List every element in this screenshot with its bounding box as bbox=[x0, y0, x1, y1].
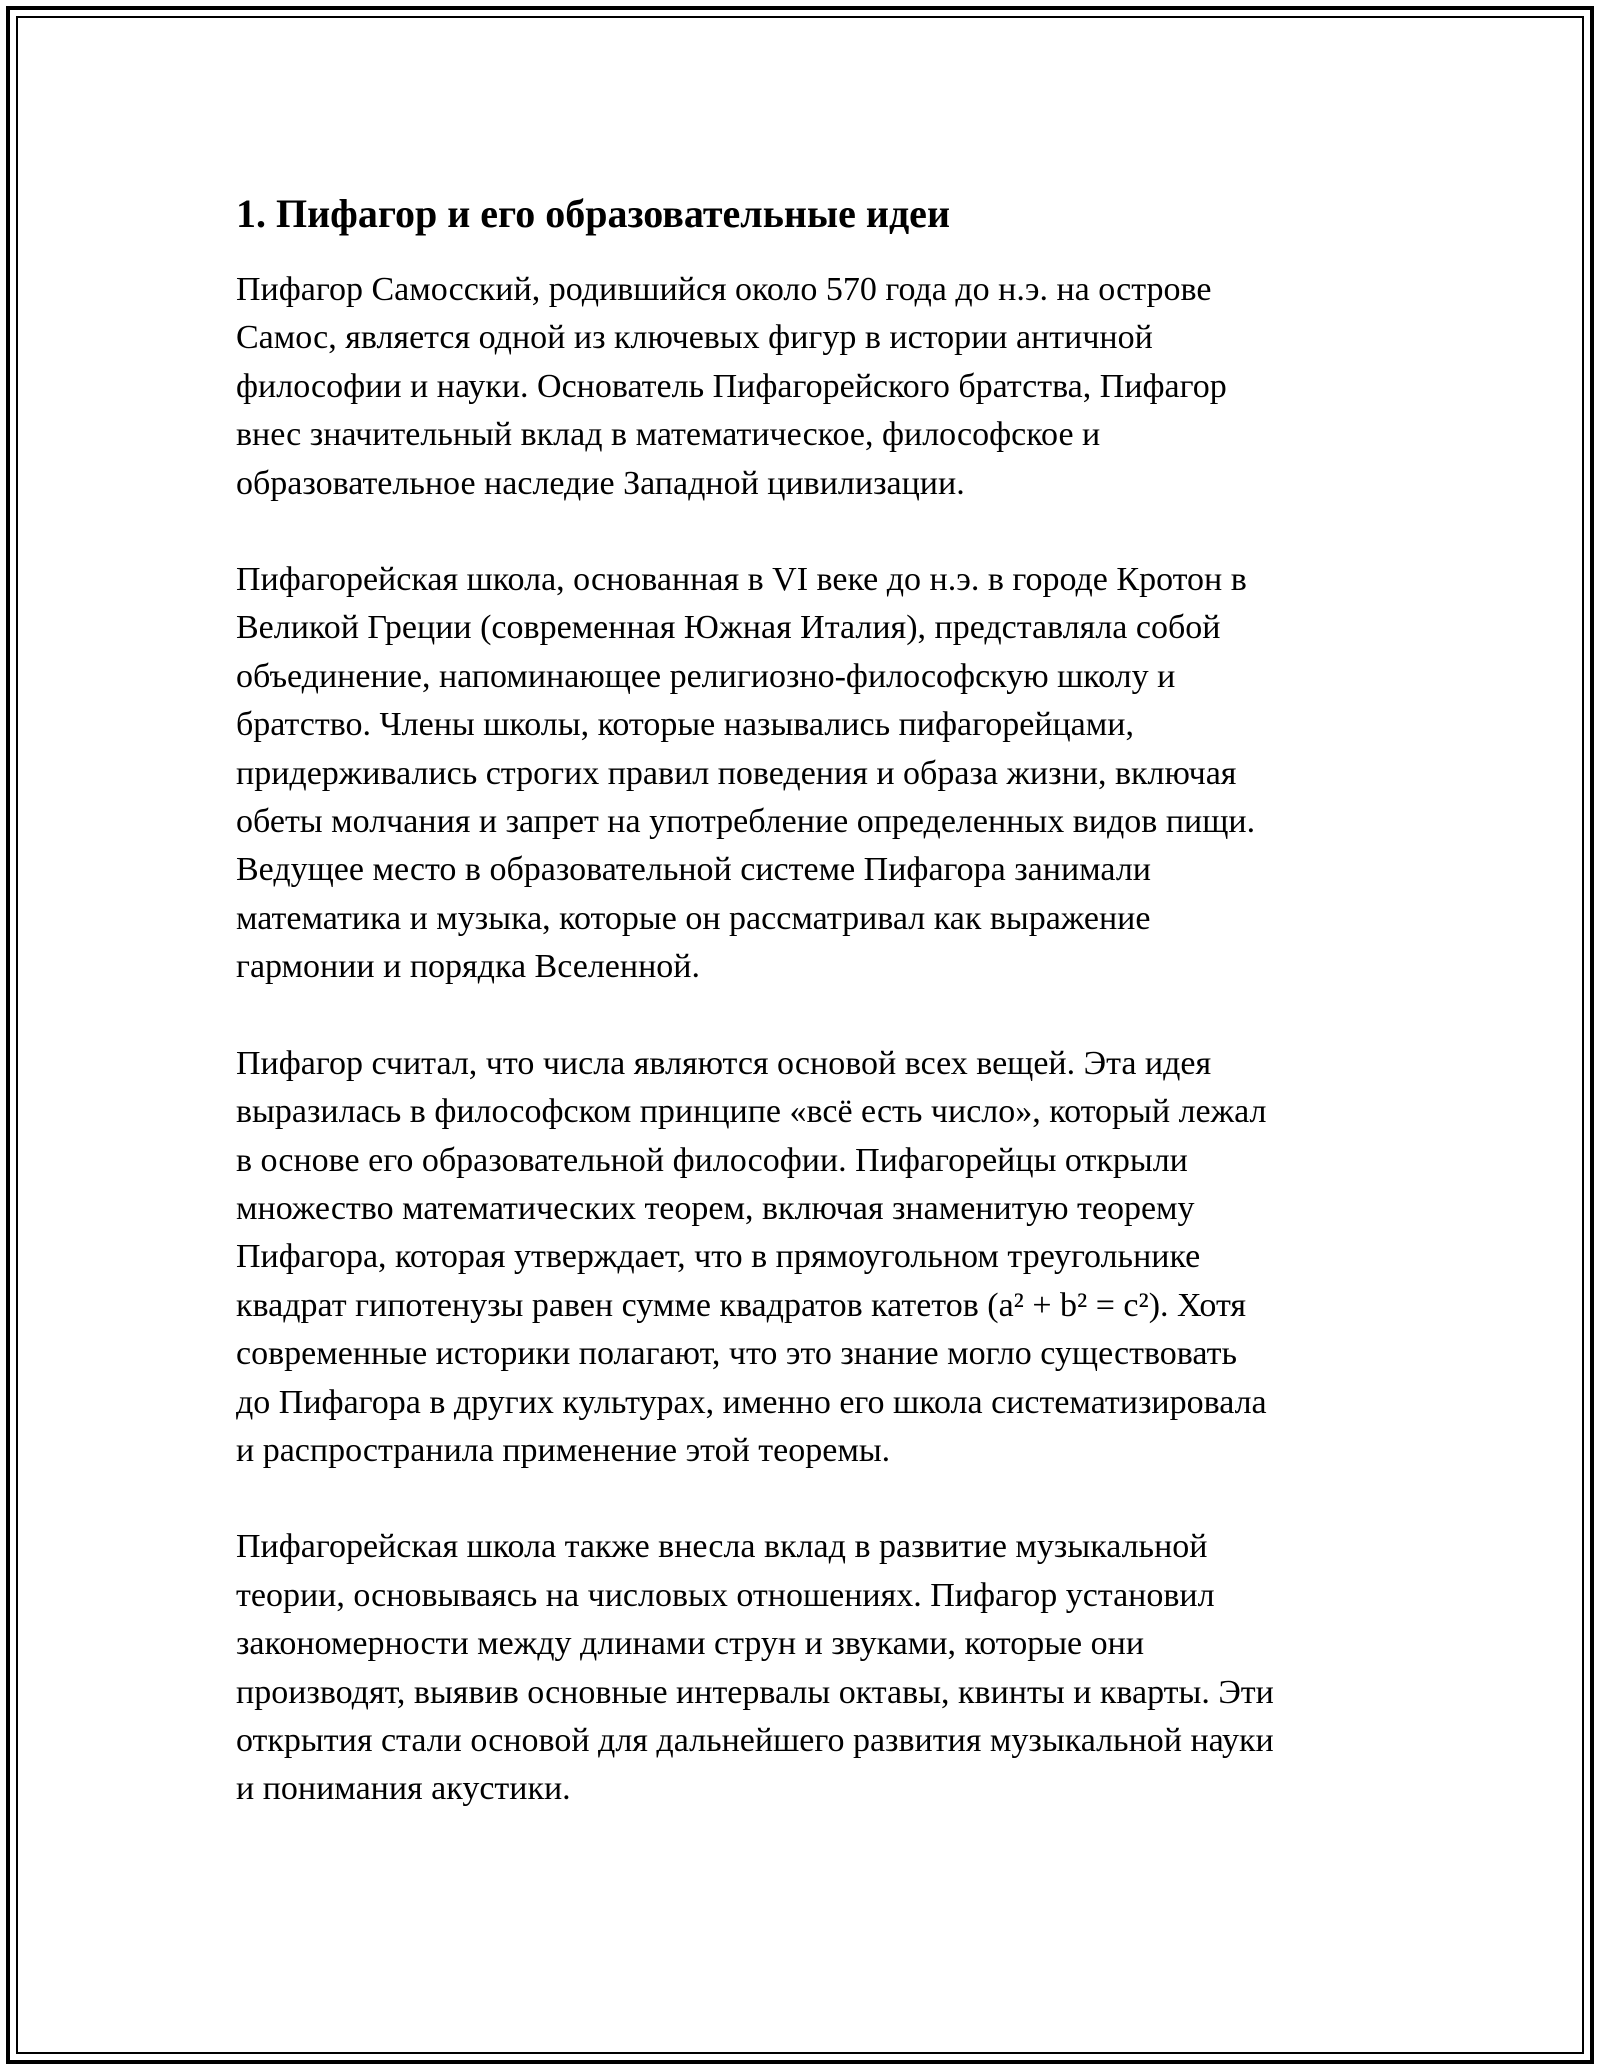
paragraph-line: братство. Члены школы, которые назывались пифагорейцами, bbox=[236, 706, 1134, 744]
paragraph-line: Пифагорейская школа также внесла вклад в развитие музыкальной bbox=[236, 1528, 1208, 1566]
paragraph-line: теории, основываясь на числовых отношениях. Пифагор установил bbox=[236, 1576, 1215, 1614]
paragraph-line: открытия стали основой для дальнейшего развития музыкальной науки bbox=[236, 1721, 1274, 1759]
paragraph-line: математика и музыка, которые он рассматривал как выражение bbox=[236, 899, 1151, 937]
paragraph-line: гармонии и порядка Вселенной. bbox=[236, 948, 700, 986]
paragraph-line: Великой Греции (современная Южная Италия), представляла собой bbox=[236, 609, 1221, 647]
paragraph-line: придерживались строгих правил поведения и образа жизни, включая bbox=[236, 754, 1237, 792]
paragraph-line: образовательное наследие Западной цивилизации. bbox=[236, 464, 965, 502]
paragraph-line: закономерности между длинами струн и звуками, которые они bbox=[236, 1625, 1145, 1663]
paragraph-line: и распространила применение этой теоремы. bbox=[236, 1431, 891, 1469]
paragraph-line: выразилась в философском принципе «всё есть число», который лежал bbox=[236, 1093, 1267, 1131]
paragraph-line: Пифагорейская школа, основанная в VI веке до н.э. в городе Кротон в bbox=[236, 561, 1247, 599]
paragraph-line: Пифагора, которая утверждает, что в прямоугольном треугольнике bbox=[236, 1238, 1201, 1276]
paragraph-line: и понимания акустики. bbox=[236, 1770, 571, 1808]
document-page bbox=[236, 186, 1386, 1862]
paragraph-music-theory bbox=[236, 1523, 1386, 1813]
paragraph-pythagorean-school bbox=[236, 556, 1386, 992]
paragraph-line: множество математических теорем, включая знаменитую теорему bbox=[236, 1189, 1195, 1227]
paragraph-line: в основе его образовательной философии. Пифагорейцы открыли bbox=[236, 1141, 1188, 1179]
paragraph-biography bbox=[236, 266, 1386, 508]
paragraph-line: философии и науки. Основатель Пифагорейского братства, Пифагор bbox=[236, 367, 1227, 405]
paragraph-line: Пифагор считал, что числа являются основой всех вещей. Эта идея bbox=[236, 1044, 1212, 1082]
paragraph-line: современные историки полагают, что это знание могло существовать bbox=[236, 1335, 1237, 1373]
paragraph-line: обеты молчания и запрет на употребление определенных видов пищи. bbox=[236, 803, 1256, 841]
paragraph-line: Самос, является одной из ключевых фигур в истории античной bbox=[236, 319, 1153, 357]
paragraph-line: Пифагор Самосский, родившийся около 570 года до н.э. на острове bbox=[236, 271, 1212, 308]
paragraph-line: внес значительный вклад в математическое, философское и bbox=[236, 416, 1101, 454]
paragraph-line: квадрат гипотенузы равен сумме квадратов катетов (a² + b² = c²). Хотя bbox=[236, 1286, 1247, 1324]
paragraph-line: объединение, напоминающее религиозно-философскую школу и bbox=[236, 657, 1176, 695]
section-heading: 1. Пифагор и его образовательные идеи bbox=[236, 191, 950, 236]
paragraph-numbers-theorem bbox=[236, 1040, 1386, 1476]
paragraph-line: производят, выявив основные интервалы октавы, квинты и кварты. Эти bbox=[236, 1673, 1274, 1711]
paragraph-line: до Пифагора в других культурах, именно его школа систематизировала bbox=[236, 1383, 1267, 1421]
paragraph-line: Ведущее место в образовательной системе Пифагора занимали bbox=[236, 851, 1151, 889]
